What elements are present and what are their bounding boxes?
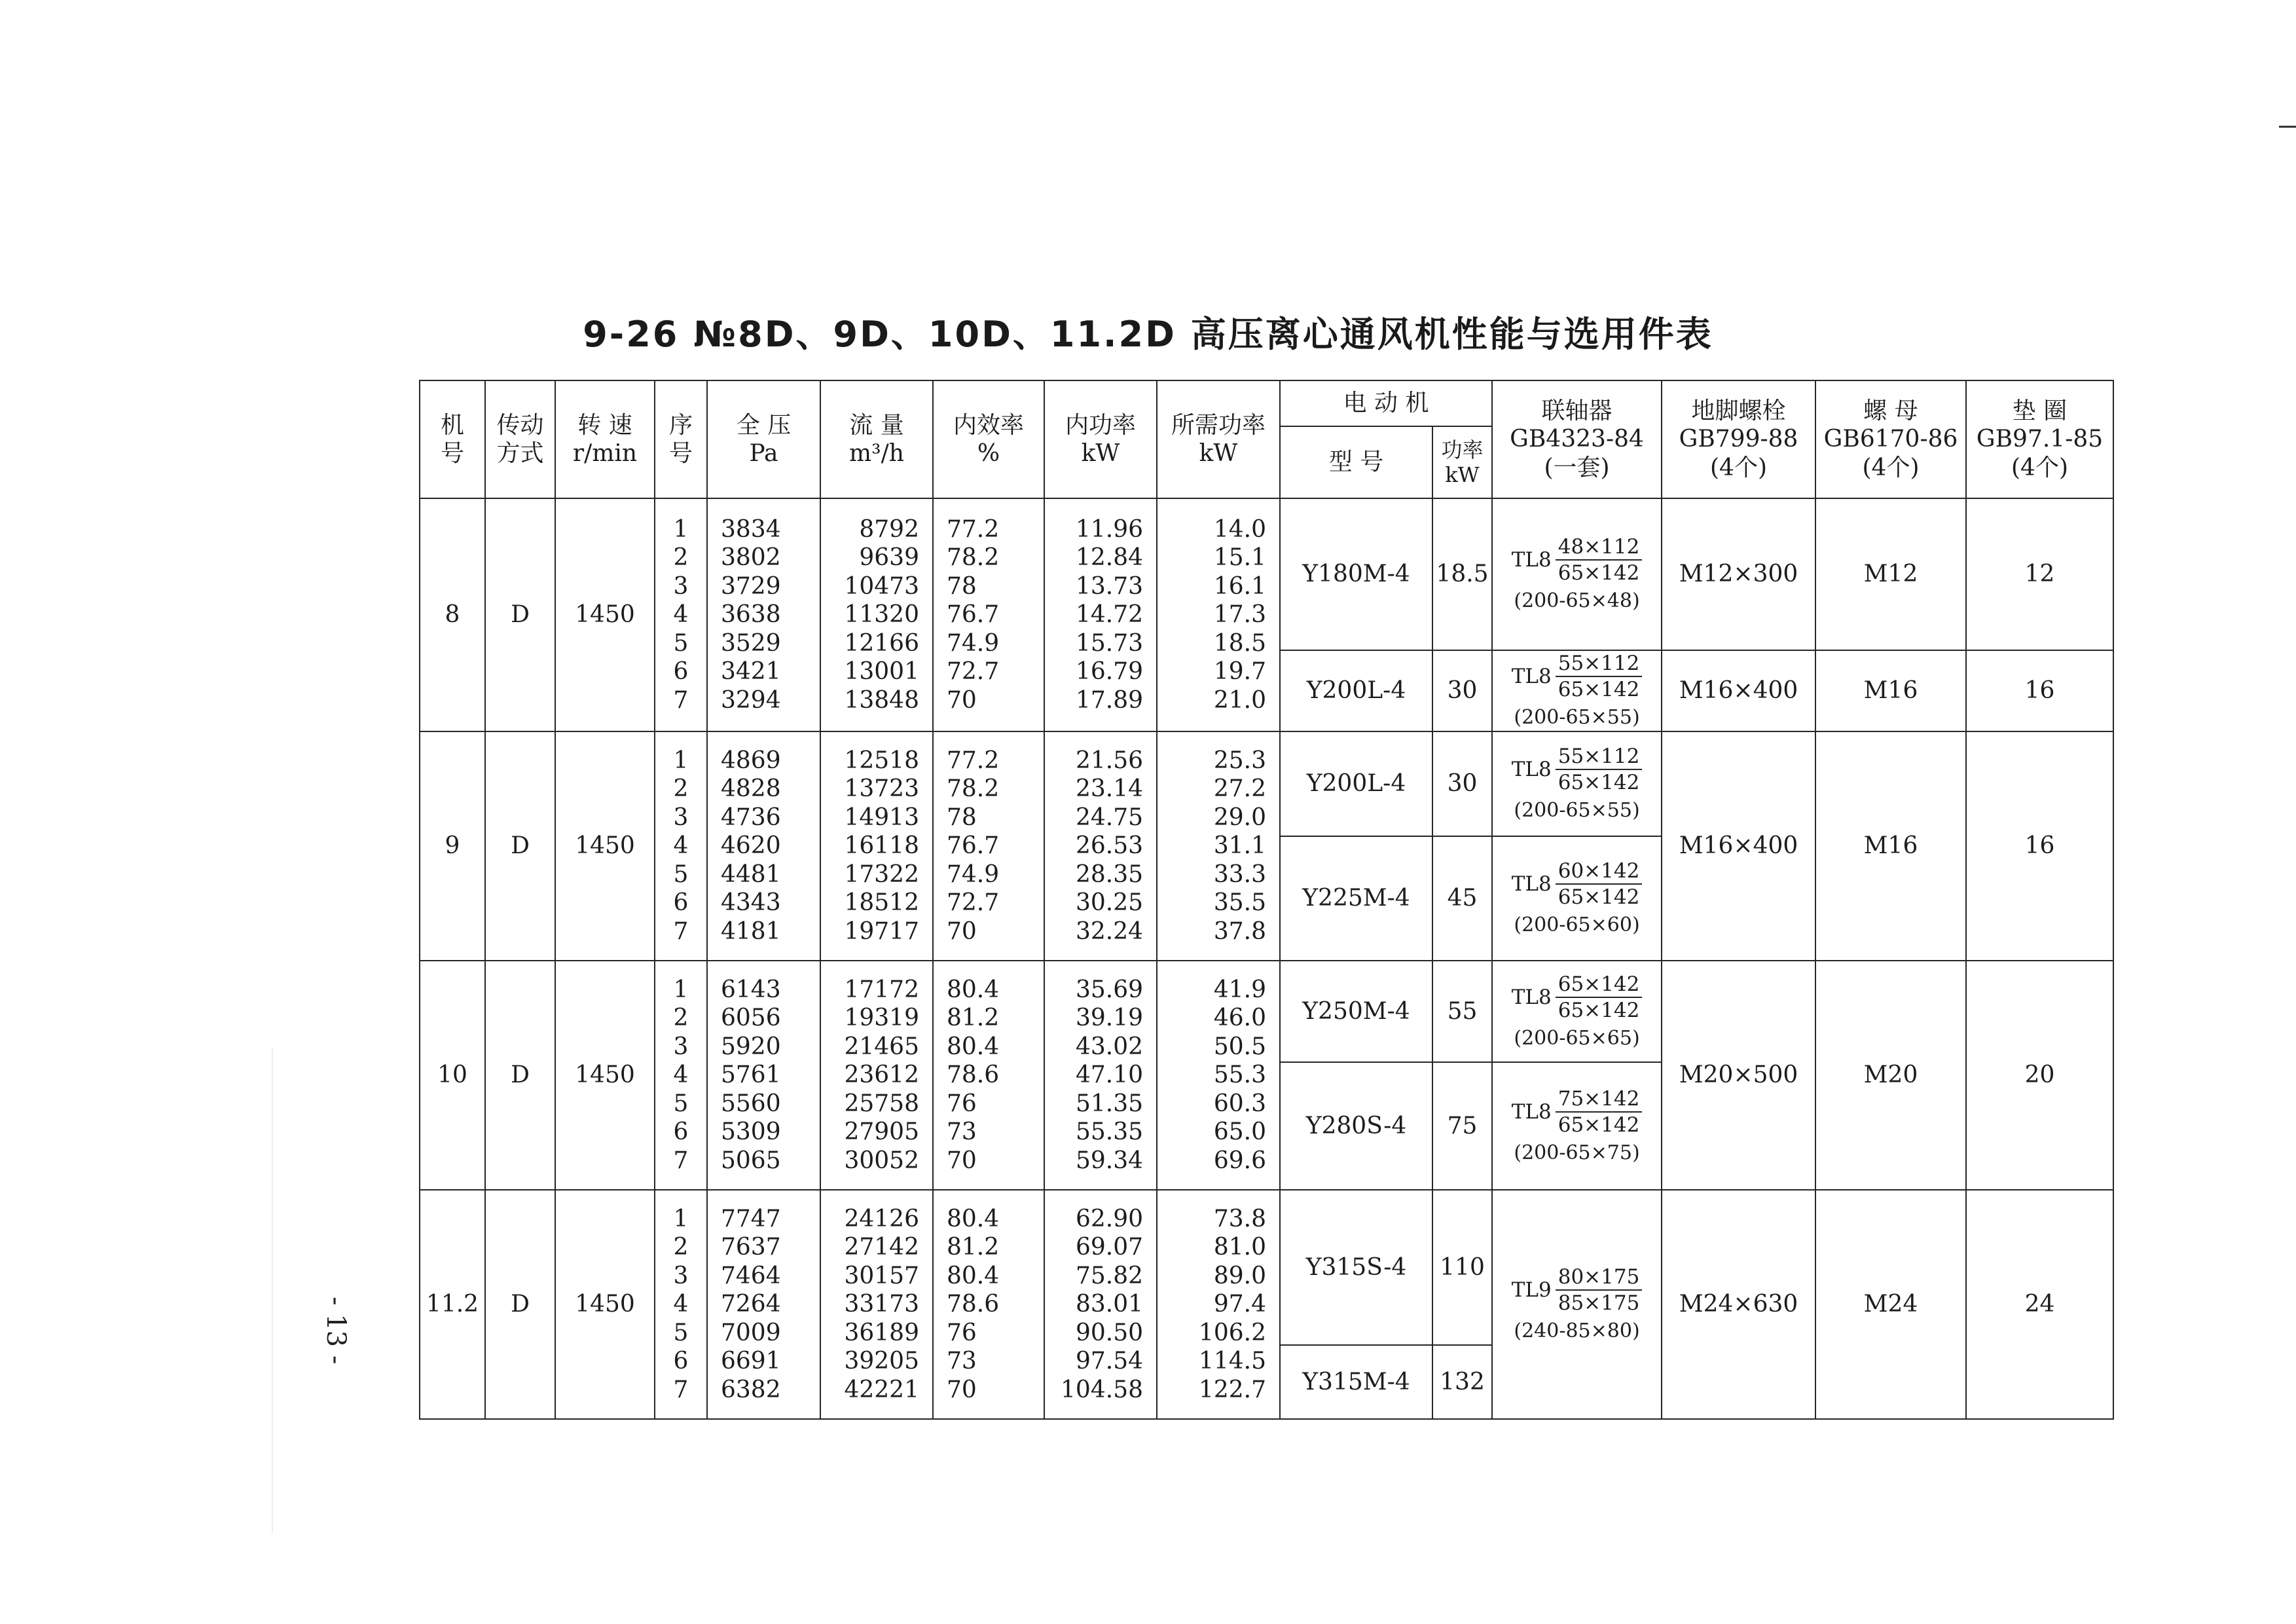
header-seq: 序 号 [655, 380, 707, 498]
inner-power-cell: 11.96 12.84 13.73 14.72 15.73 16.79 17.89 [1044, 498, 1157, 731]
pressure-cell: 7747 7637 7464 7264 7009 6691 6382 [707, 1190, 820, 1419]
flow-cell: 12518 13723 14913 16118 17322 18512 19717 [820, 731, 933, 961]
pressure-cell: 3834 3802 3729 3638 3529 3421 3294 [707, 498, 820, 731]
anchor-bolt-cell: M16×400 [1662, 731, 1815, 961]
motor-power-cell: 30 [1432, 731, 1492, 836]
washer-cell: 16 [1966, 731, 2113, 961]
drive-cell: D [485, 731, 555, 961]
header-speed: 转 速 r/min [555, 380, 655, 498]
flow-cell: 24126 27142 30157 33173 36189 39205 42221 [820, 1190, 933, 1419]
header-motor-power: 功率 kW [1432, 426, 1492, 498]
flow-cell: 17172 19319 21465 23612 25758 27905 30052 [820, 961, 933, 1190]
efficiency-cell: 80.4 81.2 80.4 78.6 76 73 70 [933, 1190, 1044, 1419]
machine-no-cell: 11.2 [420, 1190, 485, 1419]
speed-cell: 1450 [555, 498, 655, 731]
seq-cell: 1 2 3 4 5 6 7 [655, 731, 707, 961]
nut-cell: M12 [1815, 498, 1966, 650]
required-power-cell: 73.8 81.0 89.0 97.4 106.2 114.5 122.7 [1157, 1190, 1280, 1419]
coupling-cell: TL9 $\frac{80\times 175}{85\times 175}$ (240-85×80) [1492, 1190, 1662, 1419]
header-nut: 螺 母 GB6170-86 (4个) [1815, 380, 1966, 498]
drive-cell: D [485, 1190, 555, 1419]
machine-no-cell: 9 [420, 731, 485, 961]
speed-cell: 1450 [555, 961, 655, 1190]
required-power-cell: 41.9 46.0 50.5 55.3 60.3 65.0 69.6 [1157, 961, 1280, 1190]
header-pressure: 全 压 Pa [707, 380, 820, 498]
header-motor-model: 型 号 [1280, 426, 1432, 498]
motor-model-cell: Y315S-4 [1280, 1190, 1432, 1345]
nut-cell: M16 [1815, 731, 1966, 961]
efficiency-cell: 80.4 81.2 80.4 78.6 76 73 70 [933, 961, 1044, 1190]
speed-cell: 1450 [555, 1190, 655, 1419]
washer-cell: 20 [1966, 961, 2113, 1190]
motor-power-cell: 30 [1432, 650, 1492, 731]
drive-cell: D [485, 961, 555, 1190]
header-flow: 流 量 m³/h [820, 380, 933, 498]
motor-model-cell: Y200L-4 [1280, 650, 1432, 731]
pressure-cell: 4869 4828 4736 4620 4481 4343 4181 [707, 731, 820, 961]
motor-power-cell: 110 [1432, 1190, 1492, 1345]
coupling-cell: TL8 $\frac{60\times 142}{65\times 142}$ (200-65×60) [1492, 836, 1662, 961]
motor-power-cell: 55 [1432, 961, 1492, 1062]
pressure-cell: 6143 6056 5920 5761 5560 5309 5065 [707, 961, 820, 1190]
anchor-bolt-cell: M12×300 [1662, 498, 1815, 650]
header-drive: 传动 方式 [485, 380, 555, 498]
header-efficiency: 内效率 % [933, 380, 1044, 498]
machine-no-cell: 8 [420, 498, 485, 731]
anchor-bolt-cell: M24×630 [1662, 1190, 1815, 1419]
group-row [420, 498, 2113, 650]
inner-power-cell: 35.69 39.19 43.02 47.10 51.35 55.35 59.34 [1044, 961, 1157, 1190]
anchor-bolt-cell: M20×500 [1662, 961, 1815, 1190]
performance-table [419, 380, 2114, 1420]
anchor-bolt-cell: M16×400 [1662, 650, 1815, 731]
page-number: - 13 - [321, 1297, 351, 1365]
required-power-cell: 14.0 15.1 16.1 17.3 18.5 19.7 21.0 [1157, 498, 1280, 731]
coupling-cell: TL8 $\frac{55\times 112}{65\times 142}$ (200-65×55) [1492, 650, 1662, 731]
header-required-power: 所需功率 kW [1157, 380, 1280, 498]
header-machine-no: 机 号 [420, 380, 485, 498]
motor-model-cell: Y180M-4 [1280, 498, 1432, 650]
seq-cell: 1 2 3 4 5 6 7 [655, 1190, 707, 1419]
inner-power-cell: 62.90 69.07 75.82 83.01 90.50 97.54 104.58 [1044, 1190, 1157, 1419]
header-motor: 电 动 机 [1280, 380, 1492, 426]
group-row [420, 961, 2113, 1062]
group-row [420, 1190, 2113, 1345]
flow-cell: 8792 9639 10473 11320 12166 13001 13848 [820, 498, 933, 731]
motor-model-cell: Y250M-4 [1280, 961, 1432, 1062]
washer-cell: 24 [1966, 1190, 2113, 1419]
required-power-cell: 25.3 27.2 29.0 31.1 33.3 35.5 37.8 [1157, 731, 1280, 961]
group-row [420, 731, 2113, 836]
motor-power-cell: 75 [1432, 1062, 1492, 1190]
header-inner-power: 内功率 kW [1044, 380, 1157, 498]
header-washer: 垫 圈 GB97.1-85 (4个) [1966, 380, 2113, 498]
machine-no-cell: 10 [420, 961, 485, 1190]
fold-line [272, 1048, 273, 1532]
motor-model-cell: Y280S-4 [1280, 1062, 1432, 1190]
motor-model-cell: Y200L-4 [1280, 731, 1432, 836]
washer-cell: 12 [1966, 498, 2113, 650]
nut-cell: M16 [1815, 650, 1966, 731]
motor-power-cell: 18.5 [1432, 498, 1492, 650]
coupling-cell: TL8 $\frac{65\times 142}{65\times 142}$ (200-65×65) [1492, 961, 1662, 1062]
seq-cell: 1 2 3 4 5 6 7 [655, 498, 707, 731]
motor-model-cell: Y315M-4 [1280, 1345, 1432, 1419]
drive-cell: D [485, 498, 555, 731]
page-title: 9-26 №8D、9D、10D、11.2D 高压离心通风机性能与选用件表 [583, 314, 1713, 355]
inner-power-cell: 21.56 23.14 24.75 26.53 28.35 30.25 32.24 [1044, 731, 1157, 961]
nut-cell: M20 [1815, 961, 1966, 1190]
motor-power-cell: 45 [1432, 836, 1492, 961]
nut-cell: M24 [1815, 1190, 1966, 1419]
motor-power-cell: 132 [1432, 1345, 1492, 1419]
corner-mark [2279, 126, 2296, 128]
washer-cell: 16 [1966, 650, 2113, 731]
header-coupling: 联轴器 GB4323-84 (一套) [1492, 380, 1662, 498]
coupling-cell: TL8 $\frac{55\times 112}{65\times 142}$ (200-65×55) [1492, 731, 1662, 836]
speed-cell: 1450 [555, 731, 655, 961]
header-anchor-bolt: 地脚螺栓 GB799-88 (4个) [1662, 380, 1815, 498]
coupling-cell: TL8 $\frac{75\times 142}{65\times 142}$ (200-65×75) [1492, 1062, 1662, 1190]
seq-cell: 1 2 3 4 5 6 7 [655, 961, 707, 1190]
efficiency-cell: 77.2 78.2 78 76.7 74.9 72.7 70 [933, 498, 1044, 731]
motor-model-cell: Y225M-4 [1280, 836, 1432, 961]
efficiency-cell: 77.2 78.2 78 76.7 74.9 72.7 70 [933, 731, 1044, 961]
coupling-cell: TL8 $\frac{48\times 112}{65\times 142}$ (200-65×48) [1492, 498, 1662, 650]
